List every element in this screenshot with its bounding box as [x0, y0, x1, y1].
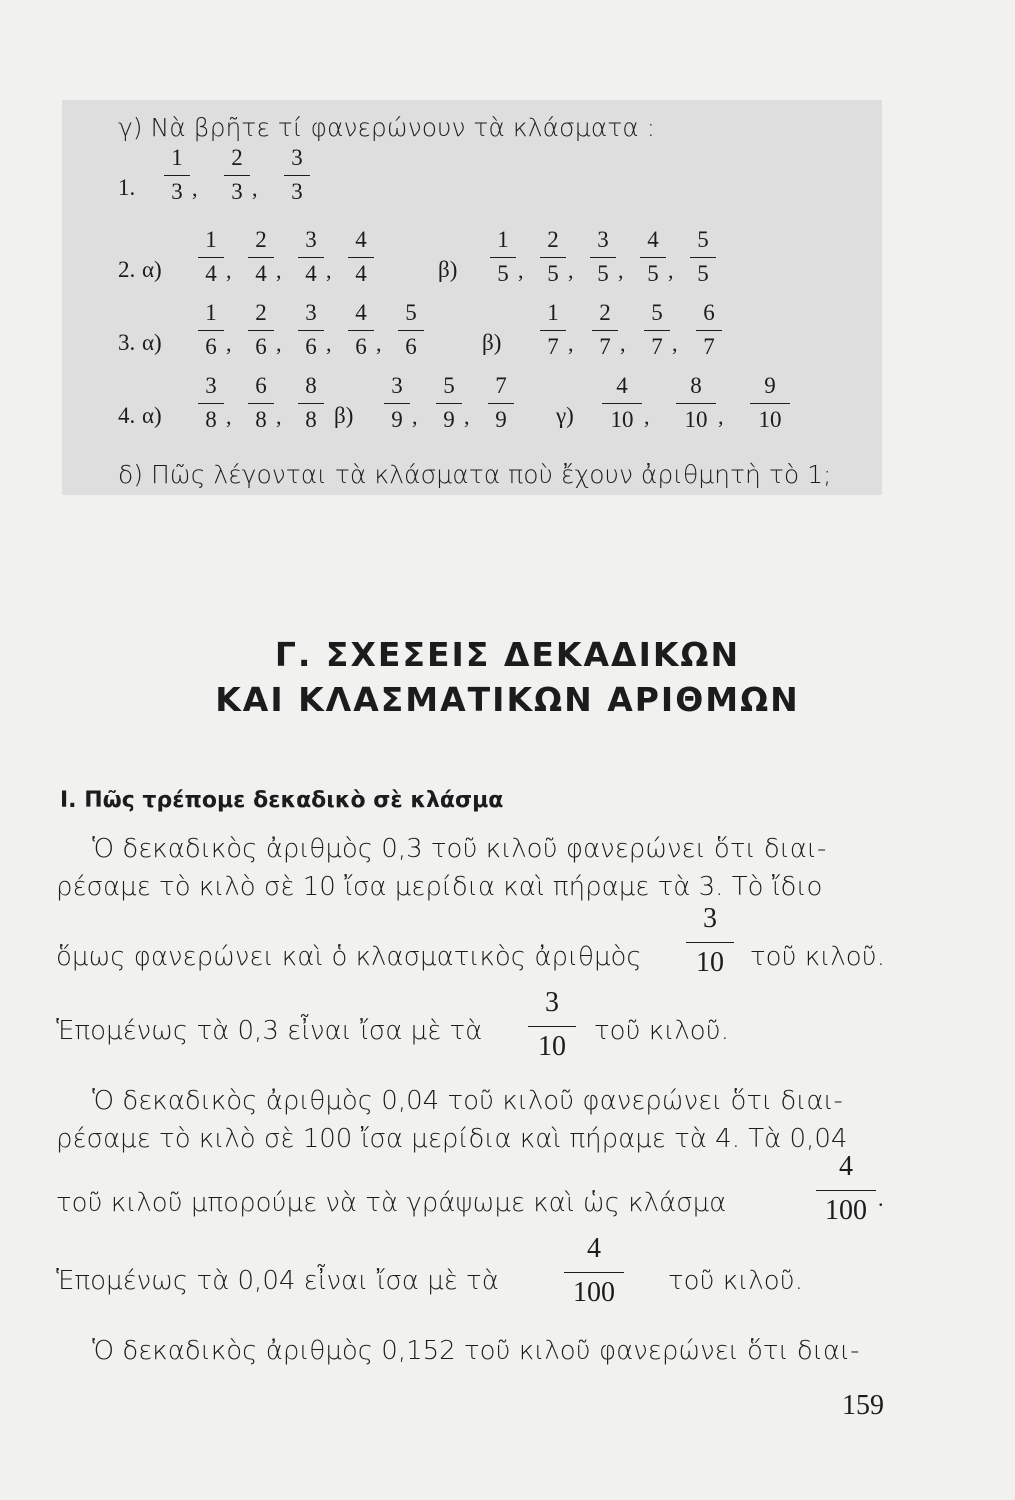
group-label: γ)	[556, 403, 574, 428]
page-number: 159	[842, 1390, 884, 1421]
fraction: 8 10 ,	[674, 374, 718, 436]
paragraph-line: τοῦ κιλοῦ μπορούμε νὰ τὰ γράψωμε καὶ ὡς κλάσμα	[56, 1188, 727, 1218]
fraction: 9 10	[748, 374, 792, 436]
exercise-intro: γ) Νὰ βρῆτε τί φανερώνουν τὰ κλάσματα :	[118, 113, 656, 142]
group-label: α)	[142, 403, 162, 428]
fraction: 5 7 ,	[642, 301, 672, 363]
section-heading-line1: Γ. ΣΧΕΣΕΙΣ ΔΕΚΑΔΙΚΩΝ	[274, 635, 741, 674]
group-label: β)	[438, 257, 458, 282]
group-label: α)	[142, 257, 162, 282]
fraction: 5 5	[688, 228, 718, 290]
paragraph-line: ὅμως φανερώνει καὶ ὁ κλασματικὸς ἀριθμὸς	[56, 942, 642, 972]
fraction: 4 6 ,	[346, 301, 376, 363]
row-number: 4.	[118, 403, 136, 428]
fraction: 3 6 ,	[296, 301, 326, 363]
paragraph-line: Ὁ δεκαδικὸς ἀριθμὸς 0,152 τοῦ κιλοῦ φανερώνει ὅτι διαι-	[92, 1336, 860, 1366]
group-label: β)	[334, 403, 354, 428]
fraction: 2 5 ,	[538, 228, 568, 290]
fraction: 1 4 ,	[196, 228, 226, 290]
fraction: 2 3 ,	[222, 146, 252, 208]
fraction: 5 6	[396, 301, 426, 363]
fraction: 1 3 ,	[162, 146, 192, 208]
paragraph-line: ρέσαμε τὸ κιλὸ σὲ 10 ἴσα μερίδια καὶ πήραμε τὰ 3. Τὸ ἴδιο	[56, 872, 823, 902]
fraction: 4 100	[562, 1234, 626, 1314]
row-number: 1.	[118, 175, 136, 200]
fraction: 2 7 ,	[590, 301, 620, 363]
paragraph-line: Ὁ δεκαδικὸς ἀριθμὸς 0,3 τοῦ κιλοῦ φανερώνει ὅτι διαι-	[92, 834, 827, 864]
fraction: 1 6 ,	[196, 301, 226, 363]
fraction: 4 5 ,	[638, 228, 668, 290]
paragraph-line: ρέσαμε τὸ κιλὸ σὲ 100 ἴσα μερίδια καὶ πήραμε τὰ 4. Τὰ 0,04	[56, 1124, 848, 1154]
fraction: 1 7 ,	[538, 301, 568, 363]
fraction: 3 5 ,	[588, 228, 618, 290]
fraction: 3 3	[282, 146, 312, 208]
fraction: 7 9	[486, 374, 516, 436]
paragraph-line-end: τοῦ κιλοῦ.	[668, 1266, 803, 1296]
fraction: 3 8 ,	[196, 374, 226, 436]
paragraph-line: Ἑπομένως τὰ 0,04 εἶναι ἴσα μὲ τὰ	[56, 1266, 499, 1296]
section-heading-line2: ΚΑΙ ΚΛΑΣΜΑΤΙΚΩΝ ΑΡΙΘΜΩΝ	[215, 680, 800, 719]
fraction: 5 9 ,	[434, 374, 464, 436]
fraction: 3 9 ,	[382, 374, 412, 436]
paragraph-line: Ἑπομένως τὰ 0,3 εἶναι ἴσα μὲ τὰ	[56, 1016, 483, 1046]
fraction: 3 4 ,	[296, 228, 326, 290]
fraction: 6 7	[694, 301, 724, 363]
group-label: α)	[142, 330, 162, 355]
paragraph-line-end: τοῦ κιλοῦ.	[750, 942, 885, 972]
exercise-delta-question: δ) Πῶς λέγονται τὰ κλάσματα ποὺ ἔχουν ἀριθμητὴ τὸ 1;	[118, 460, 832, 489]
fraction: 8 8	[296, 374, 326, 436]
fraction: 3 10	[684, 904, 736, 984]
fraction: 2 6 ,	[246, 301, 276, 363]
fraction: 1 5 ,	[488, 228, 518, 290]
paragraph-line: Ὁ δεκαδικὸς ἀριθμὸς 0,04 τοῦ κιλοῦ φανερώνει ὅτι διαι-	[92, 1086, 843, 1116]
fraction: 4 10 ,	[600, 374, 644, 436]
fraction: 3 10	[526, 988, 578, 1068]
paragraph-line-end: τοῦ κιλοῦ.	[594, 1016, 729, 1046]
fraction: 6 8 ,	[246, 374, 276, 436]
fraction: 4 4	[346, 228, 376, 290]
row-number: 3.	[118, 330, 136, 355]
subheading: Ι. Πῶς τρέπομε δεκαδικὸ σὲ κλάσμα	[60, 788, 504, 813]
group-label: β)	[482, 330, 502, 355]
fraction: 2 4 ,	[246, 228, 276, 290]
row-number: 2.	[118, 257, 136, 282]
fraction: 4 100 .	[814, 1152, 878, 1232]
